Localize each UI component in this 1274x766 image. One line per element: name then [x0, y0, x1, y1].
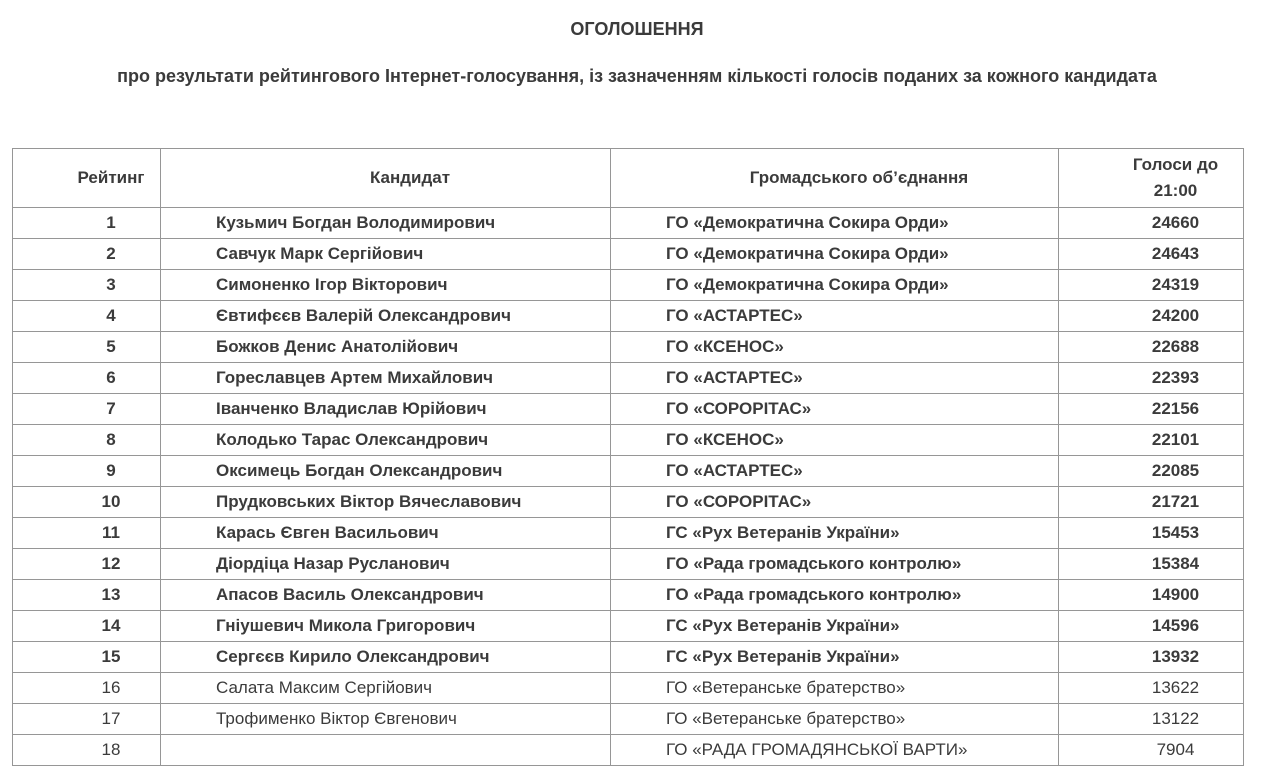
- header-candidate: Кандидат: [161, 149, 611, 208]
- header-row: [13, 149, 1244, 208]
- cell-votes: 13932: [1059, 642, 1244, 673]
- cell-candidate: Савчук Марк Сергійович: [161, 239, 611, 270]
- header-rating: Рейтинг: [13, 149, 161, 208]
- cell-votes: 22393: [1059, 363, 1244, 394]
- cell-votes: 7904: [1059, 735, 1244, 766]
- table-row: [13, 208, 1244, 239]
- cell-candidate: Гореславцев Артем Михайлович: [161, 363, 611, 394]
- table-row: [13, 425, 1244, 456]
- cell-rank: 7: [13, 394, 161, 425]
- cell-votes: 22101: [1059, 425, 1244, 456]
- cell-votes: 24660: [1059, 208, 1244, 239]
- cell-candidate: Трофименко Віктор Євгенович: [161, 704, 611, 735]
- cell-association: ГО «АСТАРТЕС»: [611, 456, 1059, 487]
- cell-votes: 24200: [1059, 301, 1244, 332]
- cell-votes: 22688: [1059, 332, 1244, 363]
- announcement-page: [0, 19, 1274, 766]
- cell-association: ГО «Демократична Сокира Орди»: [611, 239, 1059, 270]
- header-votes-line1: Голоси до: [1132, 155, 1219, 174]
- cell-rank: 3: [13, 270, 161, 301]
- table-row: [13, 673, 1244, 704]
- cell-votes: 24319: [1059, 270, 1244, 301]
- cell-candidate: Оксимець Богдан Олександрович: [161, 456, 611, 487]
- table-row: [13, 580, 1244, 611]
- cell-association: ГС «Рух Ветеранів України»: [611, 518, 1059, 549]
- cell-candidate: Божков Денис Анатолійович: [161, 332, 611, 363]
- cell-candidate: Сергєєв Кирило Олександрович: [161, 642, 611, 673]
- cell-association: ГО «АСТАРТЕС»: [611, 363, 1059, 394]
- cell-votes: 24643: [1059, 239, 1244, 270]
- cell-association: ГО «СОРОРІТАС»: [611, 394, 1059, 425]
- cell-candidate: Гніушевич Микола Григорович: [161, 611, 611, 642]
- table-row: [13, 456, 1244, 487]
- cell-rank: 1: [13, 208, 161, 239]
- table-row: [13, 704, 1244, 735]
- cell-candidate: [161, 735, 611, 766]
- cell-candidate: Діордіца Назар Русланович: [161, 549, 611, 580]
- cell-rank: 15: [13, 642, 161, 673]
- cell-votes: 22156: [1059, 394, 1244, 425]
- cell-candidate: Прудковських Віктор Вячеславович: [161, 487, 611, 518]
- cell-rank: 8: [13, 425, 161, 456]
- table-row: [13, 518, 1244, 549]
- cell-candidate: Симоненко Ігор Вікторович: [161, 270, 611, 301]
- cell-association: ГО «Демократична Сокира Орди»: [611, 270, 1059, 301]
- cell-votes: 15384: [1059, 549, 1244, 580]
- table-body: [13, 208, 1244, 766]
- cell-candidate: Іванченко Владислав Юрійович: [161, 394, 611, 425]
- cell-association: ГО «Рада громадського контролю»: [611, 549, 1059, 580]
- cell-association: ГС «Рух Ветеранів України»: [611, 642, 1059, 673]
- cell-rank: 10: [13, 487, 161, 518]
- cell-votes: 15453: [1059, 518, 1244, 549]
- cell-association: ГО «Ветеранське братерство»: [611, 704, 1059, 735]
- cell-rank: 16: [13, 673, 161, 704]
- table-row: [13, 270, 1244, 301]
- cell-candidate: Колодько Тарас Олександрович: [161, 425, 611, 456]
- cell-rank: 4: [13, 301, 161, 332]
- cell-candidate: Карась Євген Васильович: [161, 518, 611, 549]
- cell-rank: 13: [13, 580, 161, 611]
- cell-association: ГО «Рада громадського контролю»: [611, 580, 1059, 611]
- table-row: [13, 735, 1244, 766]
- table-row: [13, 301, 1244, 332]
- page-title: ОГОЛОШЕННЯ: [570, 19, 704, 39]
- cell-rank: 5: [13, 332, 161, 363]
- cell-association: ГО «РАДА ГРОМАДЯНСЬКОЇ ВАРТИ»: [611, 735, 1059, 766]
- cell-association: ГС «Рух Ветеранів України»: [611, 611, 1059, 642]
- cell-rank: 9: [13, 456, 161, 487]
- table-row: [13, 642, 1244, 673]
- cell-votes: 14900: [1059, 580, 1244, 611]
- cell-rank: 18: [13, 735, 161, 766]
- cell-votes: 22085: [1059, 456, 1244, 487]
- results-table: [12, 148, 1244, 766]
- table-header: [13, 149, 1244, 208]
- cell-rank: 6: [13, 363, 161, 394]
- table-row: [13, 332, 1244, 363]
- header-association: Громадського об’єднання: [611, 149, 1059, 208]
- cell-candidate: Апасов Василь Олександрович: [161, 580, 611, 611]
- cell-rank: 11: [13, 518, 161, 549]
- table-row: [13, 239, 1244, 270]
- cell-votes: 14596: [1059, 611, 1244, 642]
- cell-candidate: Кузьмич Богдан Володимирович: [161, 208, 611, 239]
- cell-rank: 17: [13, 704, 161, 735]
- cell-votes: 13122: [1059, 704, 1244, 735]
- cell-votes: 21721: [1059, 487, 1244, 518]
- header-votes-line2: 21:00: [1153, 181, 1198, 200]
- table-row: [13, 487, 1244, 518]
- page-subtitle: про результати рейтингового Інтернет-голосування, із зазначенням кількості голосів поданих за кожного кандидата: [117, 66, 1157, 86]
- cell-rank: 2: [13, 239, 161, 270]
- table-row: [13, 394, 1244, 425]
- cell-association: ГО «СОРОРІТАС»: [611, 487, 1059, 518]
- cell-association: ГО «КСЕНОС»: [611, 332, 1059, 363]
- cell-association: ГО «КСЕНОС»: [611, 425, 1059, 456]
- cell-votes: 13622: [1059, 673, 1244, 704]
- table-row: [13, 549, 1244, 580]
- cell-rank: 14: [13, 611, 161, 642]
- cell-candidate: Салата Максим Сергійович: [161, 673, 611, 704]
- cell-candidate: Євтифєєв Валерій Олександрович: [161, 301, 611, 332]
- table-row: [13, 611, 1244, 642]
- cell-rank: 12: [13, 549, 161, 580]
- cell-association: ГО «АСТАРТЕС»: [611, 301, 1059, 332]
- cell-association: ГО «Демократична Сокира Орди»: [611, 208, 1059, 239]
- header-votes: [1059, 149, 1244, 208]
- cell-association: ГО «Ветеранське братерство»: [611, 673, 1059, 704]
- table-row: [13, 363, 1244, 394]
